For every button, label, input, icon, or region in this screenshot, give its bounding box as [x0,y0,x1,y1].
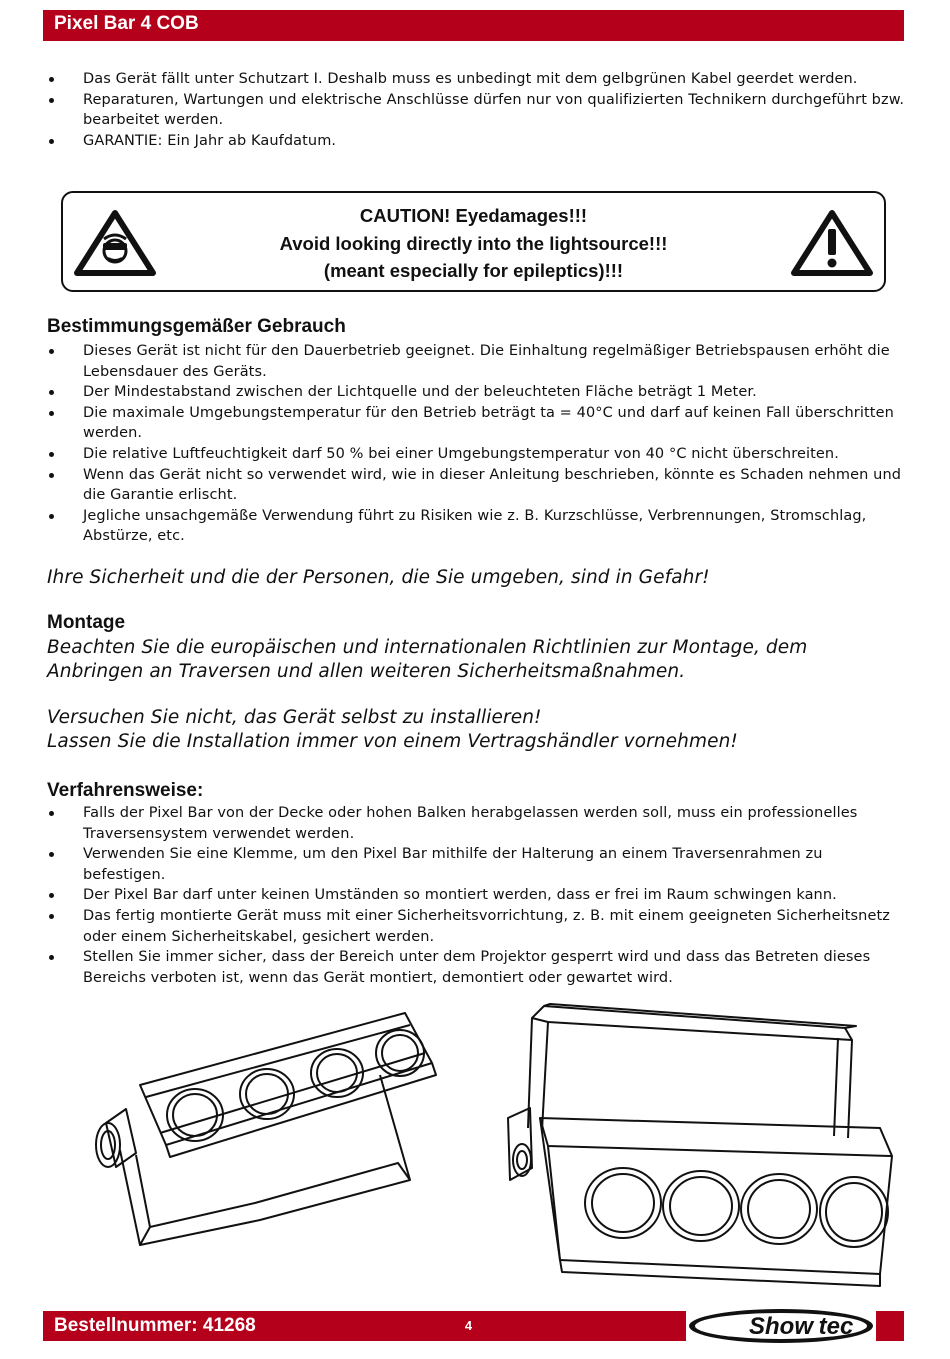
order-number: Bestellnummer: 41268 [54,1315,256,1336]
list-item: Reparaturen, Wartungen und elektrische Anschlüsse dürfen nur von qualifizierten Technikern durchgeführt bzw. bearbeitet werden. [47,90,907,131]
list-item: Jegliche unsachgemäße Verwendung führt zu Risiken wie z. B. Kurzschlüsse, Verbrennungen, Stromschlag, Abstürze, etc. [47,506,907,547]
pixel-bar-floor-illustration [80,1005,450,1255]
caution-line-1: CAUTION! Eyedamages!!! [359,205,588,226]
page-header [43,10,904,41]
procedure-heading: Verfahrensweise: [47,780,204,801]
safety-warning: Ihre Sicherheit und die der Personen, die Sie umgeben, sind in Gefahr! [47,567,710,588]
montage-text-2b: Lassen Sie die Installation immer von einem Vertragshändler vornehmen! [47,731,738,752]
showtec-logo-graphic [686,1307,876,1345]
list-item: Das fertig montierte Gerät muss mit einer Sicherheitsvorrichtung, z. B. mit einem geeigneten Sicherheitsnetz oder einem Sicherheitskabel, gesichert werden. [47,906,907,947]
svg-text:tec: tec [818,1313,854,1340]
list-item: GARANTIE: Ein Jahr ab Kaufdatum. [47,131,907,152]
exclamation-warning-icon [790,209,874,277]
header-title: Pixel Bar 4 COB [54,13,199,34]
svg-text:Show: Show [749,1313,813,1340]
caution-line-2: Avoid looking directly into the lightsource!!! [279,232,668,254]
list-item: Verwenden Sie eine Klemme, um den Pixel Bar mithilfe der Halterung an einem Traversenrahmen zu befestigen. [47,844,907,885]
list-item: Der Pixel Bar darf unter keinen Umständen so montiert werden, dass er frei im Raum schwingen kann. [47,885,907,906]
usage-heading: Bestimmungsgemäßer Gebrauch [47,316,346,337]
montage-text-2a: Versuchen Sie nicht, das Gerät selbst zu installieren! [47,707,542,728]
montage-text-1b: Anbringen an Traversen und allen weiteren Sicherheitsmaßnahmen. [47,661,686,682]
list-item: Falls der Pixel Bar von der Decke oder hohen Balken herabgelassen werden soll, muss ein professionelles Traversensystem verwendet werden. [47,803,907,844]
caution-text [63,202,884,285]
list-item: Die relative Luftfeuchtigkeit darf 50 % bei einer Umgebungstemperatur von 40 °C nicht überschreiten. [47,444,907,465]
montage-heading: Montage [47,612,126,633]
safety-bullets [47,69,907,151]
list-item: Der Mindestabstand zwischen der Lichtquelle und der beleuchteten Fläche beträgt 1 Meter. [47,382,907,403]
list-item: Das Gerät fällt unter Schutzart I. Deshalb muss es unbedingt mit dem gelbgrünen Kabel geerdet werden. [47,69,907,90]
caution-box [61,191,886,292]
montage-text-1a: Beachten Sie die europäischen und internationalen Richtlinien zur Montage, dem [47,637,808,658]
usage-bullets [47,341,907,547]
list-item: Stellen Sie immer sicher, dass der Bereich unter dem Projektor gesperrt wird und dass das Betreten dieses Bereichs verboten ist, wenn das Gerät montiert, demontiert oder gewartet wird. [47,947,907,988]
list-item: Die maximale Umgebungstemperatur für den Betrieb beträgt ta = 40°C und darf auf keinen Fall überschritten werden. [47,403,907,444]
list-item: Wenn das Gerät nicht so verwendet wird, wie in dieser Anleitung beschrieben, könnte es Schaden nehmen und die Garantie erlischt. [47,465,907,506]
pixel-bar-hanging-illustration [500,998,900,1288]
procedure-bullets [47,803,907,988]
page-number: 4 [464,1318,473,1333]
list-item: Dieses Gerät ist nicht für den Dauerbetrieb geeignet. Die Einhaltung regelmäßiger Betriebspausen erhöht die Lebensdauer des Geräts. [47,341,907,382]
showtec-logo [686,1307,876,1345]
page-footer [43,1311,904,1341]
caution-line-3: (meant especially for epileptics)!!! [323,260,624,281]
